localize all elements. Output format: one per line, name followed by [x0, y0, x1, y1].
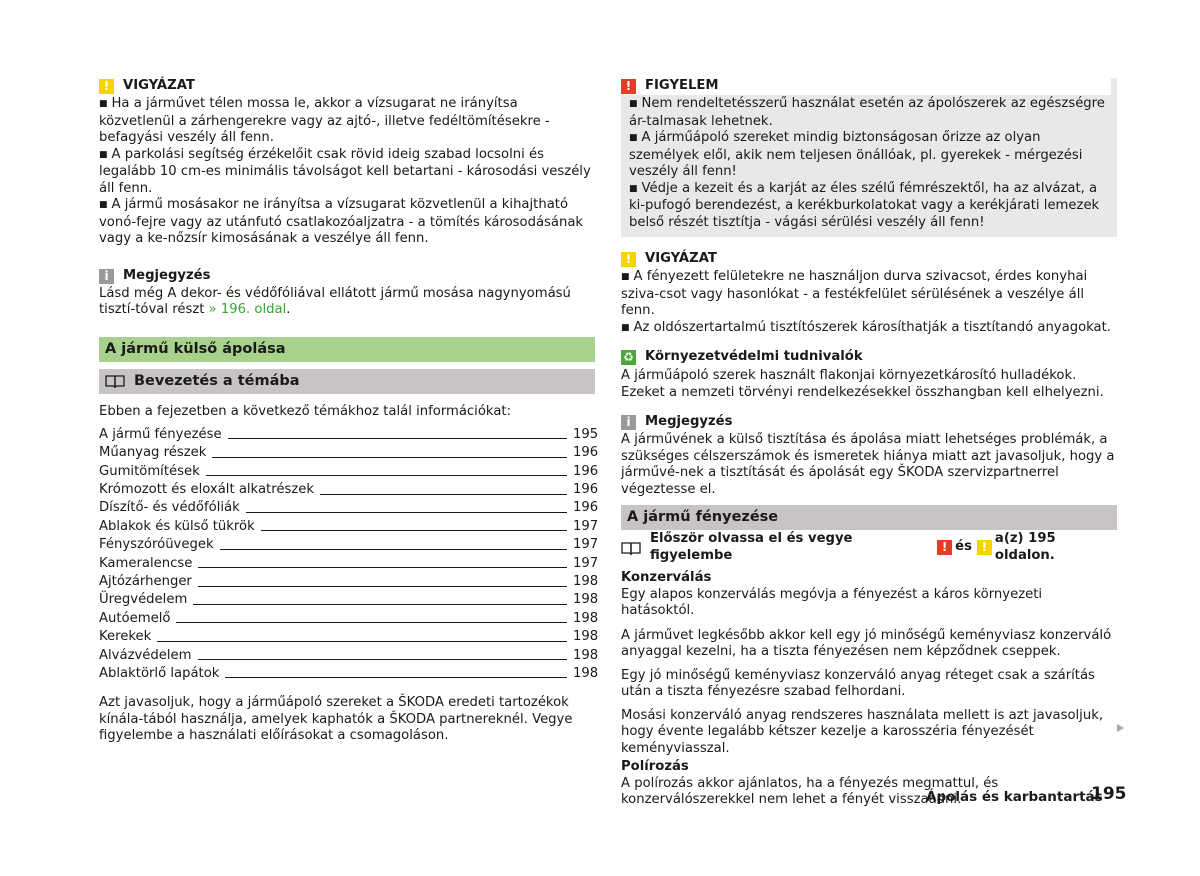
toc-leader — [198, 567, 567, 568]
note-header — [99, 268, 595, 285]
section-title-paint — [621, 505, 1117, 530]
toc-row[interactable] — [99, 443, 599, 461]
intro-text: Ebben a fejezetben a következő témákhoz talál információkat: — [99, 403, 512, 419]
continue-arrow-icon — [1117, 724, 1124, 732]
caution-icon: ! — [621, 79, 636, 94]
note-title-right: Megjegyzés — [645, 414, 733, 430]
toc-row[interactable] — [99, 646, 599, 664]
toc-page: 196 — [573, 445, 599, 461]
warning-icon: ! — [99, 79, 114, 94]
toc-row[interactable] — [99, 609, 599, 627]
konzerv-para: Egy jó minőségű keményviasz konzerváló anyag réteget csak a szárítás után a tiszta fényezésre szabad felhordani. — [621, 667, 1095, 699]
warning-icon[interactable]: ! — [977, 540, 992, 555]
toc-title: Díszítő- és védőfóliák — [99, 500, 240, 516]
toc-page: 198 — [573, 610, 599, 626]
caution-box — [621, 78, 1117, 237]
note-header-right — [621, 414, 1117, 431]
toc-leader — [198, 659, 567, 660]
toc-title: Üregvédelem — [99, 592, 188, 608]
book-icon — [105, 374, 125, 388]
warning-list — [99, 96, 595, 248]
footer-chapter: Ápolás és karbantartás — [926, 789, 1103, 805]
toc-leader — [225, 677, 567, 678]
env-text: A járműápoló szerek használt flakonjai környezetkárosító hulladékok. Ezeket a nemzeti törvényi rendelkezésekkel összhangban kell elhelyezni. — [621, 368, 1104, 400]
toc-list — [99, 425, 599, 682]
warning-title: VIGYÁZAT — [123, 78, 195, 94]
warning-title-right: VIGYÁZAT — [645, 251, 717, 267]
toc-row[interactable] — [99, 627, 599, 645]
toc-title: Ablakok és külső tükrök — [99, 518, 255, 534]
caution-item: ■ A járműápoló szereket mindig biztonságosan őrizze az olyan személyek elől, akik nem teljesen önállóak, pl. gyerekek - mérgezési veszély áll fenn! — [629, 130, 1111, 181]
toc-row[interactable] — [99, 499, 599, 517]
read-first-post: a(z) 195 oldalon. — [994, 531, 1056, 563]
toc-row[interactable] — [99, 591, 599, 609]
toc-leader — [176, 622, 567, 623]
note-end: . — [286, 302, 291, 317]
warning-item: ■ Az oldószertartalmú tisztítószerek károsíthatják a tisztítandó anyagokat. — [621, 320, 1117, 338]
warning-header-right — [621, 251, 1117, 268]
toc-row[interactable] — [99, 554, 599, 572]
recycle-icon: ♻ — [621, 350, 636, 365]
closing-text: Azt javasoljuk, hogy a járműápoló szereket a ŠKODA eredeti tartozékok kínála-tából használja, amelyek kaphatók a ŠKODA partnereknél. Vegye figyelembe a használati előírásokat a csomagoláson. — [99, 695, 573, 744]
toc-page: 196 — [573, 500, 599, 516]
toc-leader — [220, 549, 567, 550]
note-title: Megjegyzés — [123, 267, 211, 283]
toc-title: Fényszóróüvegek — [99, 537, 214, 553]
section-title-text: A jármű külső ápolása — [105, 340, 286, 357]
page-number: 195 — [1091, 784, 1127, 804]
toc-title: Gumitömítések — [99, 463, 200, 479]
read-first-pre: Először olvassa el és vegye figyelembe — [650, 531, 853, 563]
toc-leader — [246, 512, 567, 513]
toc-page: 198 — [573, 665, 599, 681]
toc-leader — [206, 475, 567, 476]
toc-row[interactable] — [99, 480, 599, 498]
toc-leader — [193, 604, 567, 605]
info-icon: i — [99, 269, 114, 284]
toc-page: 198 — [573, 592, 599, 608]
env-header — [621, 349, 1117, 366]
toc-page: 197 — [573, 537, 599, 553]
warning-icon: ! — [621, 252, 636, 267]
left-column — [99, 78, 599, 745]
warning-item: ■ A fényezett felületekre ne használjon durva szivacsot, érdes konyhai sziva-csot vagy hasonlókat - a festékfelület sérülésének a veszélye áll fenn. — [621, 269, 1117, 320]
toc-leader — [198, 586, 567, 587]
subsection-title — [99, 369, 595, 394]
warning-list-right — [621, 269, 1117, 337]
note-body: Lásd még A dekor- és védőfóliával ellátott jármű mosása nagynyomású tisztí-tóval részt — [99, 285, 571, 317]
warning-item: ■ Ha a járművet télen mossa le, akkor a vízsugarat ne irányítsa közvetlenül a zárhengerekre vagy az ajtó-, illetve fedéltömítésekre - befagyási veszély áll fenn. — [99, 96, 595, 147]
book-icon — [621, 541, 641, 555]
warning-item: ■ A jármű mosásakor ne irányítsa a vízsugarat közvetlenül a kihajtható vonó-fejre vagy az utánfutó csatlakozóaljzatra - a tömítés károsodásának vagy a ke-nőzsír kimosásának a veszélye áll fenn. — [99, 197, 595, 248]
warning-item: ■ A parkolási segítség érzékelőit csak rövid ideig szabad locsolni és legalább 10 cm-es minimális távolságot kell betartani - károsodási veszély áll fenn. — [99, 147, 595, 198]
toc-leader — [157, 641, 567, 642]
warning-header — [99, 78, 595, 95]
toc-page: 197 — [573, 555, 599, 571]
konzerv-title: Konzerválás — [621, 570, 712, 585]
caution-item: ■ Védje a kezeit és a karját az éles szélű fémrészektől, ha az alvázat, a ki-pufogó berendezést, a kerékburkolatokat vagy a kerékjárati lemezek belső részét tisztítja - vágási sérülési veszély áll fenn! — [629, 181, 1111, 232]
subsection-title-text: Bevezetés a témába — [134, 372, 300, 389]
toc-leader — [228, 438, 567, 439]
toc-page: 197 — [573, 518, 599, 534]
note-text — [99, 286, 595, 319]
toc-page: 198 — [573, 647, 599, 663]
polir-text: A polírozás akkor ajánlatos, ha a fényezés megmattul, és konzerválószerekkel nem lehet a fényét visszaadni. — [621, 775, 999, 807]
toc-title: Krómozott és eloxált alkatrészek — [99, 482, 315, 498]
caution-list — [621, 95, 1111, 231]
read-first-line — [621, 531, 1117, 563]
toc-row[interactable] — [99, 517, 599, 535]
toc-row[interactable] — [99, 572, 599, 590]
konzerv-para: Mosási konzerváló anyag rendszeres használata mellett is azt javasoljuk, hogy évente legalább kétszer kezelje a karosszéria fényezését keményviasszal. — [621, 707, 1104, 756]
read-first-mid: és — [955, 539, 972, 555]
konzerv-para: Egy alapos konzerválás megóvja a fényezést a káros környezeti hatásoktól. — [621, 586, 1043, 618]
toc-page: 196 — [573, 463, 599, 479]
polir-title: Polírozás — [621, 759, 689, 774]
konzerv-para: A járművet legkésőbb akkor kell egy jó minőségű keményviasz konzerváló anyaggal kezelni, ha a tiszta fényezésen nem képződnek cseppek. — [621, 627, 1112, 659]
caution-header — [621, 78, 1111, 95]
toc-row[interactable] — [99, 462, 599, 480]
toc-leader — [320, 494, 567, 495]
toc-row[interactable] — [99, 664, 599, 682]
toc-page: 198 — [573, 574, 599, 590]
toc-title: Ajtózárhenger — [99, 574, 192, 590]
note-text-right: A járművének a külső tisztítása és ápolása miatt lehetséges problémák, a szükséges célszerszámok és ismeretek hiánya miatt azt javasoljuk, hogy a járművé-nek a tisztítását és ápolását egy ŠKODA szervizpartnerrel végeztesse el. — [621, 432, 1115, 497]
page-link[interactable]: » 196. oldal — [208, 302, 287, 317]
toc-page: 196 — [573, 482, 599, 498]
right-column — [621, 78, 1117, 809]
toc-leader — [261, 530, 567, 531]
toc-title: Ablaktörlő lapátok — [99, 665, 220, 681]
toc-title: A jármű fényezése — [99, 426, 222, 442]
toc-page: 198 — [573, 629, 599, 645]
toc-title: Autóemelő — [99, 610, 171, 626]
toc-title: Alvázvédelem — [99, 647, 192, 663]
toc-row[interactable] — [99, 535, 599, 553]
toc-title: Műanyag részek — [99, 445, 207, 461]
section-title-paint-text: A jármű fényezése — [627, 509, 779, 526]
section-title — [99, 337, 595, 362]
toc-page: 195 — [573, 426, 599, 442]
caution-icon[interactable]: ! — [937, 540, 952, 555]
info-icon: i — [621, 415, 636, 430]
toc-title: Kameralencse — [99, 555, 193, 571]
toc-title: Kerekek — [99, 629, 152, 645]
caution-title: FIGYELEM — [645, 78, 719, 94]
caution-item: ■ Nem rendeltetésszerű használat esetén az ápolószerek az egészségre ár-talmasak lehetnek. — [629, 96, 1111, 130]
toc-leader — [212, 457, 567, 458]
env-title: Környezetvédelmi tudnivalók — [645, 349, 863, 365]
toc-row[interactable] — [99, 425, 599, 443]
